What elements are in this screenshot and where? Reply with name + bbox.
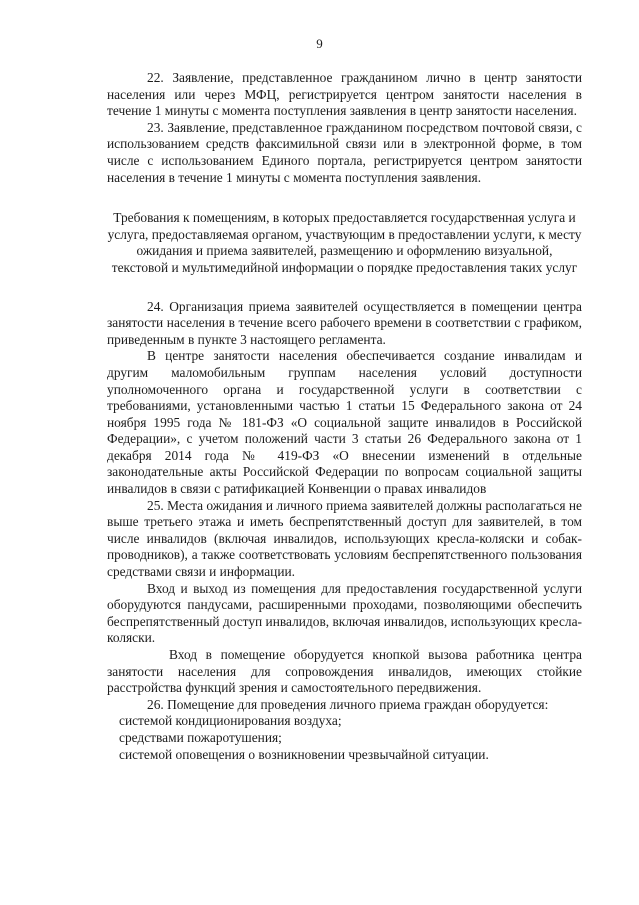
section-heading: Требования к помещениям, в которых предоставляется государственная услуга и услуга, предоставляемая органом, участвующим в предоставлении услуги, к месту ожидания и приема заявителей, размещению и оформлению визуальной, текстовой и мультимедийной информации о порядке предоставления таких услуг <box>107 210 582 275</box>
paragraph-accessibility: В центре занятости населения обеспечивается создание инвалидам и другим маломобильным группам населения условий доступности уполномоченного органа и государственной услуги в соответствии с требованиями, установленными частью 1 статьи 15 Федерального закона от 24 ноября 1995 года № 181-ФЗ «О социальной защите инвалидов в Российской Федерации», с учетом положений части 3 статьи 26 Федерального закона от 1 декабря 2014 года № 419-ФЗ «О внесении изменений в отдельные законодательные акты Российской Федерации по вопросам социальной защиты инвалидов в связи с ратификацией Конвенции о правах инвалидов <box>107 348 582 497</box>
list-item: средствами пожаротушения; <box>119 729 282 745</box>
list-item: системой кондиционирования воздуха; <box>119 713 342 729</box>
paragraph-call-button: Вход в помещение оборудуется кнопкой вызова работника центра занятости населения для сопровождения инвалидов, имеющих стойкие расстройства функций зрения и самостоятельного передвижения. <box>107 647 582 696</box>
paragraph-22: 22. Заявление, представленное гражданином лично в центр занятости населения или через МФЦ, регистрируется центром занятости населения в течение 1 минуты с момента поступления заявления в центр занятости населения. <box>107 70 582 119</box>
paragraph-24: 24. Организация приема заявителей осуществляется в помещении центра занятости населения в течение всего рабочего времени в соответствии с графиком, приведенным в пункте 3 настоящего регламента. <box>107 298 582 347</box>
paragraph-26: 26. Помещение для проведения личного приема граждан оборудуется: <box>147 696 549 712</box>
list-item: системой оповещения о возникновении чрезвычайной ситуации. <box>119 746 489 762</box>
paragraph-entrance: Вход и выход из помещения для предоставления государственной услуги оборудуются пандусами, расширенными проходами, позволяющими обеспечить беспрепятственный доступ инвалидов, включая инвалидов, использующих кресла-коляски. <box>107 580 582 646</box>
page-number: 9 <box>316 36 323 51</box>
document-body <box>107 70 582 763</box>
paragraph-25: 25. Места ожидания и личного приема заявителей должны располагаться не выше третьего этажа и иметь беспрепятственный доступ для заявителей, в том числе инвалидов (включая инвалидов, использующих кресла-коляски и собак-проводников), а также соответствовать условиям беспрепятственного пользования средствами связи и информации. <box>107 497 582 580</box>
paragraph-23: 23. Заявление, представленное гражданином посредством почтовой связи, с использованием средств факсимильной связи или в электронной форме, в том числе с использованием Единого портала, регистрируется центром занятости населения в течение 1 минуты с момента поступления заявления. <box>107 119 582 185</box>
